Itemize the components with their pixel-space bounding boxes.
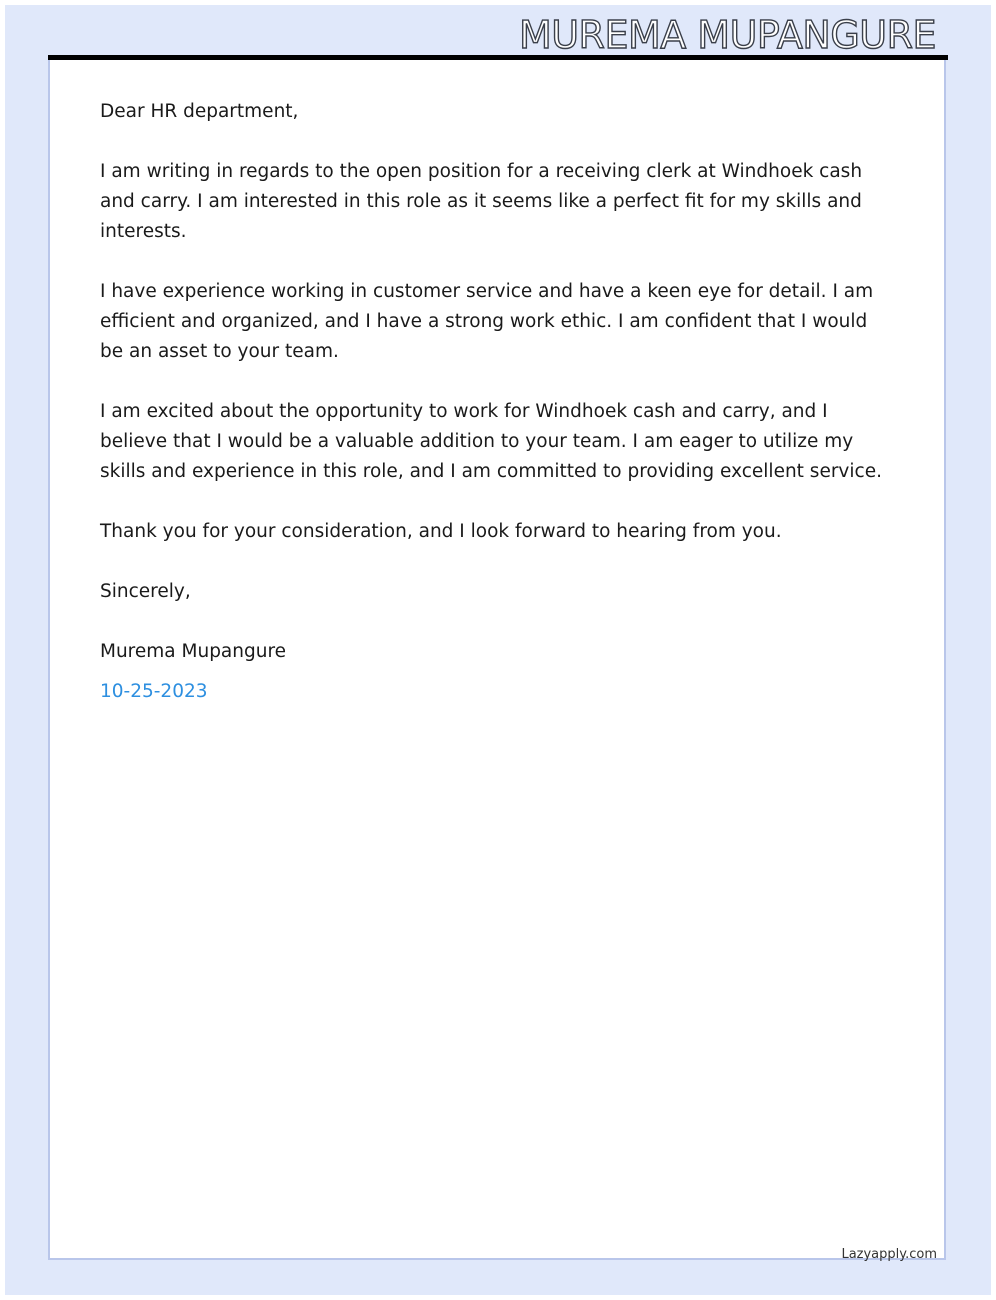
letter-paragraph-motivation: I am excited about the opportunity to work for Windhoek cash and carry, and I believe that I would be a valuable addition to your team. I am eager to utilize my skills and experience in this role, and I am committed to providing excellent service. — [100, 401, 882, 482]
letter-paragraph-thanks: Thank you for your consideration, and I look forward to hearing from you. — [100, 521, 782, 542]
letter-signer-name: Murema Mupangure — [100, 641, 287, 662]
letter-paragraph-intro: I am writing in regards to the open position for a receiving clerk at Windhoek cash and carry. I am interested in this role as it seems like a perfect fit for my skills and interests. — [100, 161, 863, 242]
letter-date: 10-25-2023 — [100, 681, 208, 702]
footer-credit: Lazyapply.com — [841, 1247, 937, 1262]
letter-paragraph-experience: I have experience working in customer service and have a keen eye for detail. I am efficient and organized, and I have a strong work ethic. I am confident that I would be an asset to your team. — [100, 281, 874, 362]
letter-body — [100, 97, 890, 737]
letter-greeting: Dear HR department, — [100, 101, 299, 122]
applicant-name-heading: MUREMA MUPANGURE — [518, 13, 936, 57]
letter-closing: Sincerely, — [100, 581, 191, 602]
